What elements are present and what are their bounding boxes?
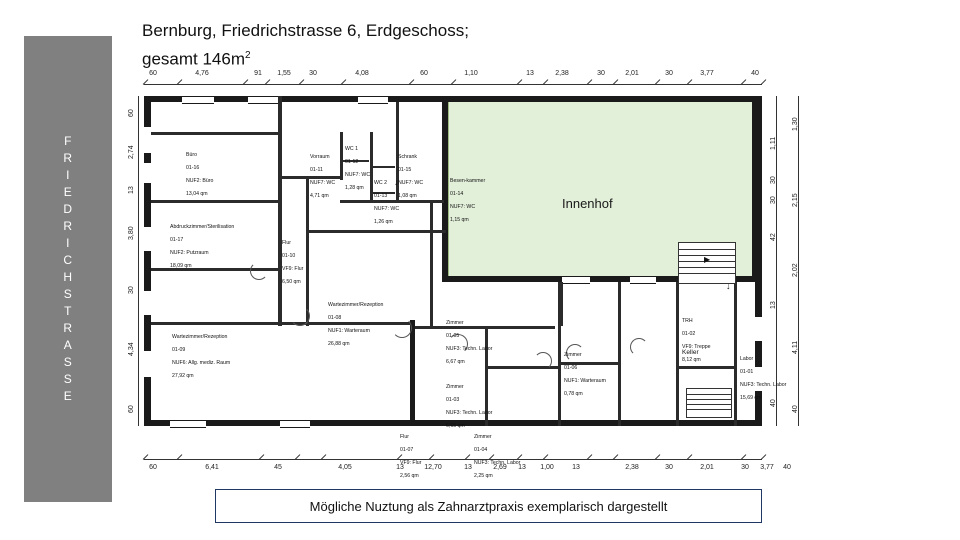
window [144, 350, 151, 378]
street-name-band [24, 36, 112, 502]
door-swing [290, 306, 310, 326]
room-area: 2,56 qm [400, 472, 419, 479]
partition-wall [560, 282, 563, 326]
staircase-cellar [686, 388, 732, 418]
entrance-arrow-icon: ↓ [394, 177, 399, 187]
window [755, 316, 762, 342]
partition-wall [679, 366, 735, 369]
stair-direction-arrow-icon: ▶ [704, 255, 711, 264]
street-letter: D [63, 202, 73, 216]
street-letter: R [63, 151, 73, 165]
page-title [142, 18, 762, 72]
dim-seg: 40 [783, 464, 791, 471]
room-area: 27,92 qm [172, 372, 194, 379]
window [358, 96, 388, 104]
dim-seg-left: 4,34 [128, 342, 135, 356]
dim-seg: 2,69 [493, 464, 507, 471]
courtyard-label: Innenhof [562, 196, 613, 211]
dim-seg: 2,38 [555, 70, 569, 77]
title-line-1: Bernburg, Friedrichstrasse 6, Erdgeschoss; [142, 21, 469, 40]
caption-text: Mögliche Nuztung als Zahnarztpraxis exemplarisch dargestellt [309, 498, 668, 514]
door-swing [534, 352, 552, 370]
street-letter: I [66, 236, 70, 250]
dim-seg-right: 40 [770, 399, 777, 407]
dim-seg: 13 [464, 464, 472, 471]
room-use: NUF3: Techn. Labor [474, 460, 521, 467]
dim-seg: 13 [572, 464, 580, 471]
partition-wall [430, 200, 433, 326]
room-label-zimmer-0106 [564, 346, 606, 397]
room-name: Abdruckzimmer/Sterilisation [170, 224, 235, 231]
room-code: 01-09 [172, 347, 186, 354]
door-swing [630, 338, 648, 356]
exterior-wall-top [144, 96, 762, 102]
room-area: 15,69 qm [740, 394, 762, 401]
partition-wall [151, 200, 281, 203]
street-letter: R [63, 321, 73, 335]
room-code: 01-04 [474, 447, 488, 454]
partition-wall [676, 282, 679, 426]
room-use: VF9: Flur [400, 460, 422, 467]
floor-plan [130, 66, 810, 481]
room-label-zimmer-0105 [446, 314, 492, 365]
room-area: 1,08 qm [398, 192, 417, 199]
partition-wall [306, 176, 309, 326]
room-code: 01-16 [186, 165, 200, 172]
room-name: Schrank [398, 154, 418, 161]
window [248, 96, 278, 104]
room-use: NUF7: WC [310, 180, 336, 187]
dim-seg-left: 30 [128, 286, 135, 294]
room-code: 01-11 [310, 167, 323, 174]
room-area: 8,12 qm [682, 356, 701, 363]
street-letter: H [63, 270, 73, 284]
dim-seg: 30 [665, 70, 673, 77]
room-area: 1,15 qm [450, 216, 469, 223]
room-label-flur-0107 [400, 428, 421, 479]
room-code: 01-08 [328, 315, 342, 322]
street-letter: E [63, 389, 73, 403]
door-swing [392, 318, 412, 338]
room-area: 6,65 qm [446, 422, 465, 429]
room-name: Wartezimmer/Rezeption [328, 302, 384, 309]
room-code: 01-06 [564, 365, 578, 372]
room-code: 01-02 [682, 331, 696, 338]
room-label-besenkammer [450, 172, 485, 223]
room-name: Flur [282, 240, 291, 247]
dim-seg: 1,10 [464, 70, 478, 77]
room-label-wartezimmer-0109 [172, 328, 230, 379]
entrance-arrow-icon: ↓ [726, 281, 731, 291]
room-area: 18,09 qm [170, 262, 192, 269]
partition-wall [278, 96, 282, 326]
window [630, 276, 656, 284]
partition-wall [618, 282, 621, 426]
dim-seg: 30 [309, 70, 317, 77]
partition-wall [306, 230, 446, 233]
dim-seg: 3,77 [700, 70, 714, 77]
room-name: Flur [400, 434, 409, 441]
partition-wall [734, 282, 737, 426]
street-letter: S [63, 372, 73, 386]
room-label-wc1 [345, 140, 370, 191]
room-use: VF9: Treppe [682, 344, 711, 351]
dim-seg: 60 [420, 70, 428, 77]
room-code: 01-10 [282, 253, 296, 260]
room-label-vorraum [310, 148, 335, 199]
dim-seg: 45 [274, 464, 282, 471]
room-name: Wartezimmer/Rezeption [172, 334, 228, 341]
room-name: WC 1 [345, 146, 358, 153]
room-name: Zimmer [564, 352, 582, 359]
dim-line-bottom [144, 459, 762, 460]
room-use: NUF7: WC [374, 206, 400, 213]
room-name: Vorraum [310, 154, 330, 161]
room-area: 2,25 qm [474, 472, 493, 479]
room-area: 4,71 qm [310, 192, 329, 199]
door-swing [250, 262, 268, 280]
dim-seg-right-outer: 40 [792, 405, 799, 413]
room-use: NUF7: WC [345, 172, 371, 179]
partition-wall [373, 166, 395, 168]
dim-seg-right: 30 [770, 196, 777, 204]
dim-seg-right: 1,11 [770, 136, 777, 150]
street-letter: C [63, 253, 73, 267]
room-area: 26,88 qm [328, 340, 350, 347]
room-code: 01-13 [374, 193, 388, 200]
dim-seg: 3,77 [760, 464, 774, 471]
dim-seg: 2,01 [700, 464, 714, 471]
dim-seg: 4,05 [338, 464, 352, 471]
room-name: Büro [186, 152, 197, 159]
dim-seg-right-outer: 2,15 [792, 193, 799, 207]
dim-seg: 60 [149, 70, 157, 77]
dim-seg: 13 [518, 464, 526, 471]
dim-seg: 30 [597, 70, 605, 77]
room-use: NUF3: Techn. Labor [446, 346, 493, 353]
room-use: NUF1: Warteraum [564, 378, 606, 385]
street-letter: S [63, 287, 73, 301]
street-letter: E [63, 185, 73, 199]
room-use: NUF3: Techn. Labor [740, 382, 787, 389]
dim-seg: 6,41 [205, 464, 219, 471]
room-code: 01-17 [170, 237, 184, 244]
room-code: 01-01 [740, 369, 754, 376]
dim-seg: 1,00 [540, 464, 554, 471]
window [170, 420, 206, 428]
window [280, 420, 310, 428]
dim-seg: 60 [149, 464, 157, 471]
room-use: NUF6: Allg. mediz. Raum [172, 360, 231, 367]
room-use: NUF2: Putzraum [170, 250, 209, 257]
street-letter: T [64, 304, 72, 318]
room-label-buero [186, 146, 213, 197]
window [144, 290, 151, 316]
dim-seg-right: 42 [770, 233, 777, 241]
room-area: 1,26 qm [374, 218, 393, 225]
dim-seg: 91 [254, 70, 262, 77]
dim-seg-left: 3,80 [128, 226, 135, 240]
room-name: WC 2 [374, 180, 387, 187]
dim-seg-right: 30 [770, 176, 777, 184]
window [144, 162, 151, 184]
room-label-zimmer-0103 [446, 378, 492, 429]
dim-seg-right-outer: 4,11 [792, 340, 799, 354]
window [562, 276, 590, 284]
room-code: 01-15 [398, 167, 412, 174]
window [144, 226, 151, 252]
dim-seg-right-outer: 2,02 [792, 263, 799, 277]
dim-seg: 2,38 [625, 464, 639, 471]
dim-seg: 1,55 [277, 70, 291, 77]
street-letter: S [63, 355, 73, 369]
room-label-wc2 [374, 174, 399, 225]
dim-seg: 30 [665, 464, 673, 471]
room-code: 01-14 [450, 191, 464, 198]
dimension-row-top [130, 70, 810, 84]
window [144, 126, 151, 154]
courtyard-wall-right [752, 96, 758, 282]
room-use: NUF7: WC [450, 204, 476, 211]
street-letter: I [66, 168, 70, 182]
room-area: 6,50 qm [282, 278, 301, 285]
dim-line-left [138, 96, 139, 426]
room-area: 6,67 qm [446, 358, 465, 365]
partition-wall [151, 132, 281, 135]
room-code: 01-12 [345, 159, 359, 166]
street-letter: F [64, 134, 72, 148]
room-label-schrank [398, 148, 423, 199]
caption-box [215, 489, 762, 523]
dim-seg-left: 60 [128, 109, 135, 117]
room-area: 13,04 qm [186, 190, 208, 197]
room-label-wartezimmer-0108 [328, 296, 383, 347]
room-use: NUF3: Techn. Labor [446, 410, 493, 417]
dim-seg-left: 60 [128, 405, 135, 413]
room-label-flur-0110 [282, 234, 303, 285]
dim-seg: 30 [741, 464, 749, 471]
dim-seg: 4,08 [355, 70, 369, 77]
room-name: Besen-kammer [450, 178, 486, 185]
room-name: Zimmer [446, 320, 464, 327]
dim-seg-right-outer: 1,30 [792, 117, 799, 131]
room-area: 1,28 qm [345, 184, 364, 191]
room-use: NUF1: Warteraum [328, 328, 370, 335]
room-code: 01-07 [400, 447, 414, 454]
title-area-exponent: 2 [245, 50, 251, 61]
room-code: 01-05 [446, 333, 460, 340]
room-label-keller: Keller [682, 349, 699, 356]
partition-wall [340, 132, 343, 180]
title-area-text: gesamt 146m [142, 49, 245, 69]
window [182, 96, 214, 104]
partition-wall [410, 320, 415, 426]
room-name: Zimmer [446, 384, 464, 391]
dim-seg: 4,76 [195, 70, 209, 77]
dim-seg: 40 [751, 70, 759, 77]
room-name: Zimmer [474, 434, 492, 441]
room-name: Labor [740, 356, 754, 363]
dim-seg-left: 2,74 [128, 145, 135, 159]
dim-seg-right: 13 [770, 301, 777, 309]
courtyard-wall-left [442, 96, 448, 282]
room-use: VF9: Flur [282, 266, 304, 273]
room-label-labor [740, 350, 786, 401]
room-label-abdruckzimmer [170, 218, 234, 269]
street-letter: R [63, 219, 73, 233]
room-use: NUF7: WC [398, 180, 424, 187]
street-letter: A [63, 338, 73, 352]
room-code: 01-03 [446, 397, 460, 404]
dim-seg-left: 13 [128, 186, 135, 194]
dim-seg: 13 [396, 464, 404, 471]
room-label-zimmer-0104 [474, 428, 520, 479]
room-use: NUF2: Büro [186, 178, 214, 185]
dim-seg: 2,01 [625, 70, 639, 77]
room-name: TRH [682, 318, 693, 325]
dimension-row-bottom [130, 464, 810, 478]
dim-seg: 12,70 [424, 464, 442, 471]
dim-seg: 13 [526, 70, 534, 77]
room-area: 0,78 qm [564, 390, 583, 397]
